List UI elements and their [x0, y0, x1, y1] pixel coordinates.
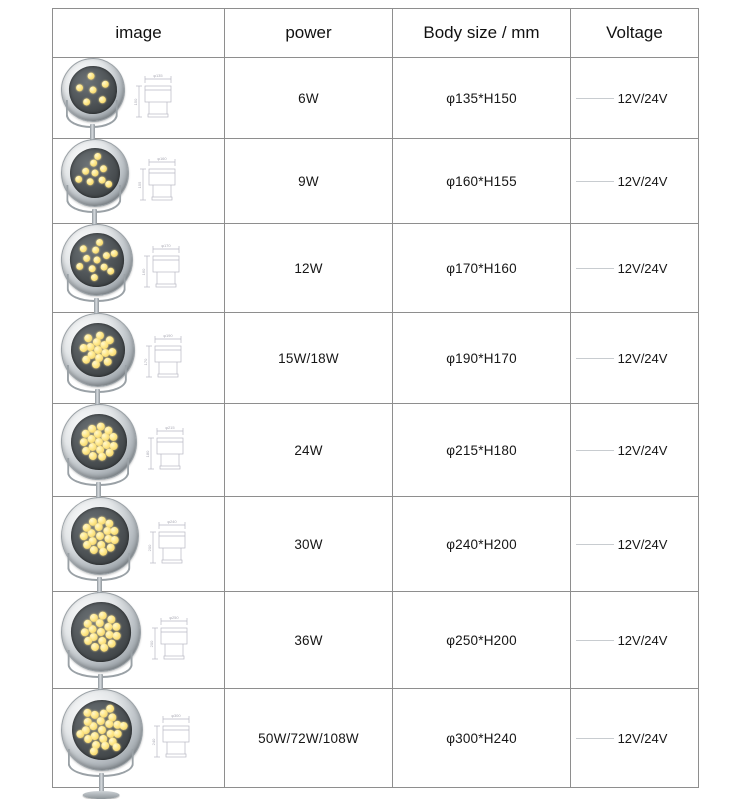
product-photo — [61, 139, 127, 205]
header-image: image — [53, 9, 225, 58]
led-dot — [90, 160, 98, 168]
cell-voltage — [571, 497, 699, 592]
led-dot — [92, 246, 100, 254]
svg-text:160: 160 — [141, 268, 146, 276]
led-dot — [93, 256, 101, 264]
header-body-size: Body size / mm — [393, 9, 571, 58]
led-dot — [105, 704, 114, 713]
svg-text:200: 200 — [149, 640, 154, 648]
product-photo — [61, 58, 123, 120]
led-dot — [102, 252, 110, 260]
table-row — [53, 689, 699, 788]
cell-power: 36W — [225, 592, 393, 689]
svg-text:200: 200 — [147, 544, 152, 552]
image-holder — [53, 139, 225, 223]
svg-text:φ240: φ240 — [167, 519, 177, 524]
table-body — [53, 58, 699, 788]
cell-power: 15W/18W — [225, 313, 393, 404]
dimension-drawing — [137, 240, 199, 296]
header-row — [53, 9, 699, 58]
cell-body-size: φ240*H200 — [393, 497, 571, 592]
cell-power: 24W — [225, 404, 393, 497]
svg-text:φ250: φ250 — [169, 615, 179, 620]
svg-text:φ300: φ300 — [171, 713, 181, 718]
image-holder — [53, 313, 225, 403]
mounting-base — [83, 791, 120, 799]
product-photo — [61, 313, 133, 385]
voltage-value: 12V/24V — [602, 174, 668, 189]
svg-text:155: 155 — [137, 181, 142, 189]
voltage-value: 12V/24V — [602, 633, 668, 648]
cell-voltage — [571, 58, 699, 139]
svg-text:180: 180 — [145, 450, 150, 458]
cell-power: 9W — [225, 139, 393, 224]
dimension-drawing — [133, 153, 195, 209]
led-dot — [76, 262, 84, 270]
image-holder — [53, 689, 225, 787]
led-dot — [79, 245, 87, 253]
table-row — [53, 404, 699, 497]
led-dot — [98, 612, 107, 621]
table-row — [53, 58, 699, 139]
led-dot — [112, 622, 121, 631]
svg-text:φ190: φ190 — [163, 333, 173, 338]
led-dot — [94, 152, 102, 160]
cell-power: 6W — [225, 58, 393, 139]
led-dot — [108, 347, 117, 356]
led-dot — [110, 250, 118, 258]
led-dot — [75, 84, 83, 92]
voltage-value: 12V/24V — [602, 443, 668, 458]
led-dot — [82, 167, 90, 175]
voltage-value: 12V/24V — [602, 351, 668, 366]
table-row — [53, 139, 699, 224]
header-power: power — [225, 9, 393, 58]
cell-image — [53, 313, 225, 404]
image-holder — [53, 497, 225, 591]
cell-voltage — [571, 592, 699, 689]
cell-voltage — [571, 139, 699, 224]
led-dot — [91, 169, 99, 177]
led-dot — [105, 449, 114, 458]
table-row — [53, 592, 699, 689]
led-dot — [107, 639, 116, 648]
voltage-value: 12V/24V — [602, 261, 668, 276]
cell-voltage — [571, 313, 699, 404]
cell-voltage — [571, 404, 699, 497]
led-dot — [75, 729, 84, 738]
cell-body-size: φ135*H150 — [393, 58, 571, 139]
led-dot — [106, 543, 115, 552]
led-dot — [109, 433, 118, 442]
led-dot — [100, 165, 108, 173]
led-dot — [82, 355, 91, 364]
image-holder — [53, 592, 225, 688]
table-row — [53, 313, 699, 404]
led-dot — [89, 86, 97, 94]
svg-text:φ160: φ160 — [157, 156, 167, 161]
led-dot — [83, 254, 91, 262]
led-dot — [87, 72, 95, 80]
mounting-post — [99, 773, 104, 793]
specifications-table — [52, 8, 699, 788]
led-dot — [105, 336, 114, 345]
cell-body-size: φ300*H240 — [393, 689, 571, 788]
led-dot — [102, 80, 110, 88]
cell-image — [53, 224, 225, 313]
cell-body-size: φ215*H180 — [393, 404, 571, 497]
voltage-value: 12V/24V — [602, 91, 668, 106]
led-dot — [79, 344, 88, 353]
product-photo — [61, 497, 137, 573]
table-header — [53, 9, 699, 58]
product-photo — [61, 224, 131, 294]
cell-power: 50W/72W/108W — [225, 689, 393, 788]
dimension-drawing — [141, 422, 203, 478]
cell-voltage — [571, 224, 699, 313]
cell-image — [53, 404, 225, 497]
svg-text:φ135: φ135 — [153, 73, 163, 78]
led-dot — [80, 628, 89, 637]
cell-image — [53, 689, 225, 788]
product-photo — [61, 689, 141, 769]
cell-image — [53, 592, 225, 689]
dimension-drawing — [129, 70, 191, 126]
led-dot — [80, 532, 89, 541]
cell-body-size: φ250*H200 — [393, 592, 571, 689]
cell-image — [53, 139, 225, 224]
svg-text:φ215: φ215 — [165, 425, 175, 430]
svg-text:150: 150 — [133, 98, 138, 106]
dimension-drawing — [143, 516, 205, 572]
table-row — [53, 497, 699, 592]
product-photo — [61, 592, 139, 670]
dimension-drawing — [145, 612, 207, 668]
product-photo — [61, 404, 135, 478]
cell-power: 12W — [225, 224, 393, 313]
dimension-drawing — [139, 330, 201, 386]
dimension-drawing — [147, 710, 209, 766]
cell-body-size: φ160*H155 — [393, 139, 571, 224]
led-dot — [96, 238, 104, 246]
voltage-value: 12V/24V — [602, 731, 668, 746]
table-row — [53, 224, 699, 313]
svg-text:240: 240 — [151, 738, 156, 746]
header-voltage: Voltage — [571, 9, 699, 58]
image-holder — [53, 58, 225, 138]
led-dot — [75, 175, 83, 183]
cell-body-size: φ170*H160 — [393, 224, 571, 313]
voltage-value: 12V/24V — [602, 537, 668, 552]
cell-body-size: φ190*H170 — [393, 313, 571, 404]
svg-text:φ170: φ170 — [161, 243, 171, 248]
led-dot — [110, 527, 119, 536]
svg-text:170: 170 — [143, 358, 148, 366]
led-dot — [88, 265, 96, 273]
cell-power: 30W — [225, 497, 393, 592]
led-dot — [120, 722, 129, 731]
cell-image — [53, 58, 225, 139]
led-dot — [95, 331, 104, 340]
cell-image — [53, 497, 225, 592]
image-holder — [53, 224, 225, 312]
cell-voltage — [571, 689, 699, 788]
image-holder — [53, 404, 225, 496]
